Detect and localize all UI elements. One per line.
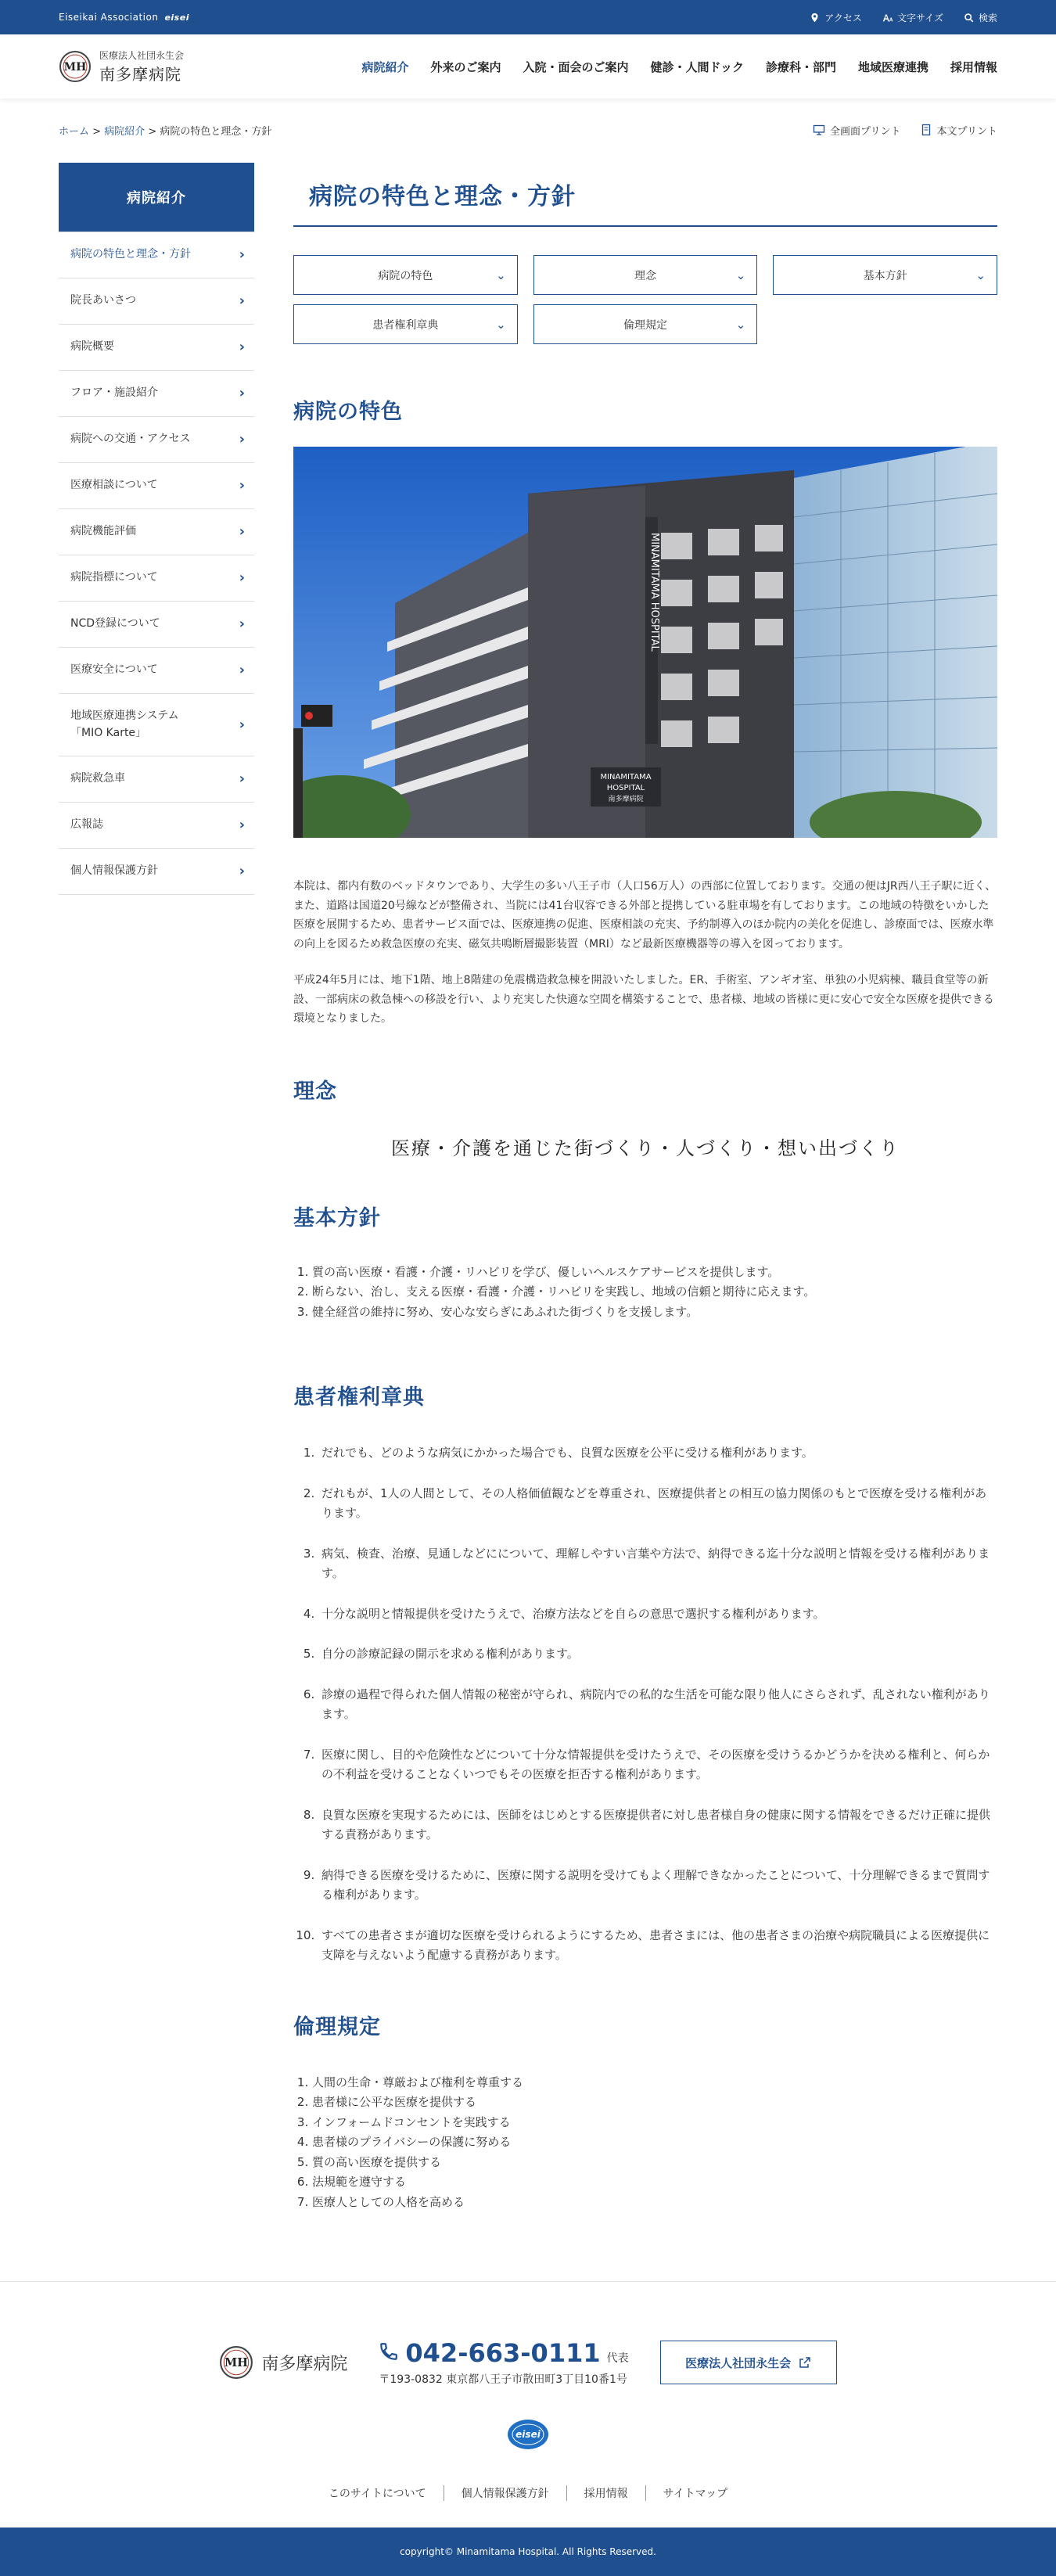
global-nav: [362, 54, 998, 80]
sidebar-item-ncd[interactable]: [59, 601, 254, 647]
list-item: 3. 健全経営の維持に努め、安心な安らぎにあふれた街づくりを支援します。: [312, 1302, 997, 1323]
eisei-small-logo: eisei: [164, 12, 189, 23]
footer-logo-initials: MH: [224, 2356, 249, 2370]
list-item: 8. 良質な医療を実現するためには、医師をはじめとする医療提供者に対し患者様自身の健康に関する情報をできるだけ正確に提供する責務があります。: [318, 1805, 997, 1845]
chevron-down-icon: ⌄: [735, 268, 746, 282]
list-item: 3. 病気、検査、治療、見通しなどにについて、理解しやすい言葉や方法で、納得できる迄十分な説明と情報を受ける権利があります。: [318, 1544, 997, 1584]
hospital-name: 南多摩病院: [99, 65, 181, 84]
print-body-button[interactable]: [920, 123, 997, 138]
nav-about[interactable]: 病院紹介: [361, 59, 409, 74]
list-item: 9. 納得できる医療を受けるために、医療に関する説明を受けてもよく理解できなかったことについて、十分理解できるまで質問する権利があります。: [318, 1866, 997, 1906]
chevron-down-icon: ⌄: [496, 268, 506, 282]
chevron-right-icon: ›: [239, 771, 245, 788]
breadcrumb: [59, 123, 271, 138]
nav-community[interactable]: 地域医療連携: [857, 59, 928, 74]
footer-link-privacy[interactable]: 個人情報保護方針: [444, 2485, 566, 2501]
chevron-right-icon: ›: [239, 385, 245, 402]
anchor-links: [293, 255, 997, 344]
footer-logo[interactable]: [219, 2345, 347, 2380]
top-utility-bar: [0, 0, 1056, 34]
anchor-features[interactable]: [293, 255, 518, 295]
nav-inpatient[interactable]: 入院・面会のご案内: [523, 59, 629, 74]
site-footer: [0, 2281, 1056, 2576]
list-item: 4. 患者様のプライバシーの保護に努める: [312, 2132, 997, 2153]
eisei-logo-icon: [506, 2418, 550, 2451]
policy-title: 基本方針: [293, 1205, 381, 1231]
anchor-philosophy[interactable]: [533, 255, 758, 295]
sidebar-item-floor[interactable]: [59, 370, 254, 416]
sidebar-item-ambulance[interactable]: [59, 756, 254, 802]
sidebar-item-access[interactable]: [59, 416, 254, 462]
list-item: 7. 医療人としての人格を高める: [312, 2193, 997, 2213]
anchor-label: 患者権利章典: [372, 318, 439, 332]
anchor-policy[interactable]: [773, 255, 997, 295]
chevron-right-icon: ›: [239, 431, 245, 448]
chevron-right-icon: ›: [239, 863, 245, 880]
list-item: 5. 自分の診療記録の開示を求める権利があります。: [318, 1644, 997, 1665]
footer-hospital-name: 南多摩病院: [261, 2354, 348, 2374]
sidebar-item-label: 院長あいさつ: [70, 294, 136, 307]
policy-list: [293, 1263, 997, 1323]
footer-links: [0, 2485, 1056, 2501]
chevron-down-icon: ⌄: [975, 268, 986, 282]
rights-title: 患者権利章典: [293, 1385, 425, 1410]
sidebar-item-magazine[interactable]: [59, 802, 254, 848]
list-item: 10. すべての患者さまが適切な医療を受けられるようにするため、患者さまには、他の患者さまの治療や病院職員による医療提供に支障を与えないよう配慮する責務があります。: [318, 1926, 997, 1966]
print-full-label: 全画面プリント: [830, 125, 901, 138]
nav-recruit[interactable]: 採用情報: [950, 59, 997, 74]
sidebar-item-label: 広報誌: [70, 818, 103, 832]
anchor-label: 理念: [634, 269, 656, 282]
sidebar-item-label: 病院の特色と理念・方針: [70, 248, 191, 261]
hospital-logo-icon: [219, 2345, 253, 2380]
building-sign-line3: 南多摩病院: [608, 796, 644, 803]
list-item: 1. 質の高い医療・看護・介護・リハビリを学び、優しいヘルスケアサービスを提供します。: [312, 1263, 997, 1283]
sidebar-heading: 病院紹介: [59, 163, 254, 232]
chevron-right-icon: ›: [239, 616, 245, 633]
text-size-link[interactable]: [882, 11, 943, 24]
anchor-label: 病院の特色: [378, 269, 433, 282]
hospital-building-photo: [293, 447, 997, 838]
sidebar-item-label: 病院への交通・アクセス: [70, 433, 191, 446]
logo-initials: MH: [63, 61, 87, 74]
copyright: copyright© Minamitama Hospital. All Rights Reserved.: [0, 2527, 1056, 2576]
list-item: 4. 十分な説明と情報提供を受けたうえで、治療方法などを自らの意思で選択する権利があります。: [318, 1604, 997, 1625]
sidebar-item-label: [70, 708, 179, 742]
list-item: 2. 患者様に公平な医療を提供する: [312, 2093, 997, 2113]
breadcrumb-home[interactable]: ホーム: [59, 125, 90, 138]
association-label: [59, 12, 189, 23]
sidebar-item-label-line1: 地域医療連携システム: [70, 709, 179, 722]
main-content: [293, 163, 997, 2212]
sidebar-item-features[interactable]: [59, 232, 254, 278]
sidebar-item-label: 医療安全について: [70, 663, 158, 677]
list-item: 1. だれでも、どのような病気にかかった場合でも、良質な医療を公平に受ける権利があります。: [318, 1443, 997, 1464]
sidebar-item-evaluation[interactable]: [59, 508, 254, 555]
list-item: 6. 法規範を遵守する: [312, 2172, 997, 2193]
sidebar-item-label: 病院救急車: [70, 772, 125, 785]
breadcrumb-separator: >: [148, 125, 157, 138]
list-item: 5. 質の高い医療を提供する: [312, 2153, 997, 2173]
list-item: 2. 断らない、治し、支える医療・看護・介護・リハビリを実践し、地域の信頼と期待に応えます。: [312, 1282, 997, 1302]
footer-link-recruit[interactable]: 採用情報: [566, 2485, 645, 2501]
footer-contact: [379, 2338, 628, 2387]
corp-site-label: 医療法人社団永生会: [685, 2355, 792, 2370]
eisei-logo[interactable]: [0, 2418, 1056, 2451]
chevron-right-icon: ›: [239, 662, 245, 679]
anchor-label: 基本方針: [863, 269, 907, 282]
philosophy-motto: 医療・介護を通じた街づくり・人づくり・想い出づくり: [391, 1137, 900, 1159]
features-title: 病院の特色: [293, 400, 403, 424]
breadcrumb-separator: >: [92, 125, 102, 138]
chevron-right-icon: ›: [239, 246, 245, 264]
external-link-icon: [799, 2356, 811, 2369]
sidebar-item-safety[interactable]: [59, 647, 254, 693]
list-item: 1. 人間の生命・尊厳および権利を尊重する: [312, 2073, 997, 2093]
features-paragraph-1: 本院は、都内有数のベッドタウンであり、大学生の多い八王子市（人口56万人）の西部に位置しております。交通の便はJR西八王子駅に近く、また、道路は国道20号線などが整備され、当院には41台収容できる外部と提携している駐車場を有しております。この地域の特徴をいかした医療を展開するため、患者サービス面では、医療連携の促進、医療相談の充実、予約制導入のほか院内の美化を促進し、診療面では、医療水準の向上を図るため救急医療の充実、磁気共鳴断層撮影装置（MRI）など最新医療機器等の導入を図っております。: [293, 880, 997, 950]
document-print-icon: [920, 124, 932, 136]
chevron-down-icon: ⌄: [496, 317, 506, 332]
sidebar-item-consultation[interactable]: [59, 462, 254, 508]
footer-link-sitemap[interactable]: サイトマップ: [645, 2485, 745, 2501]
sidebar-item-label: 病院概要: [70, 340, 114, 354]
print-body-label: 本文プリント: [936, 125, 997, 138]
access-link[interactable]: [810, 11, 862, 24]
sidebar-item-privacy[interactable]: [59, 848, 254, 894]
chevron-right-icon: ›: [239, 339, 245, 356]
chevron-down-icon: ⌄: [735, 317, 746, 332]
sidebar-item-greeting[interactable]: [59, 278, 254, 324]
location-pin-icon: [810, 13, 820, 23]
sidebar-item-overview[interactable]: [59, 324, 254, 370]
phone-icon: [379, 2341, 399, 2362]
breadcrumb-parent[interactable]: 病院紹介: [104, 125, 145, 138]
philosophy-title: 理念: [293, 1079, 337, 1104]
sidebar-item-label: NCD登録について: [70, 617, 160, 631]
chevron-right-icon: ›: [239, 523, 245, 541]
chevron-right-icon: ›: [239, 817, 245, 834]
search-icon: [964, 13, 974, 23]
sidebar-item-mio-karte[interactable]: [59, 693, 254, 756]
corp-site-button[interactable]: [660, 2341, 837, 2384]
breadcrumb-current: 病院の特色と理念・方針: [160, 125, 272, 138]
nav-departments[interactable]: 診療科・部門: [765, 59, 836, 74]
sidebar-item-label: 病院機能評価: [70, 525, 136, 538]
rights-list: [293, 1443, 997, 1966]
anchor-rights[interactable]: [293, 304, 518, 344]
building-sign-line2: HOSPITAL: [606, 784, 645, 792]
building-sign-line1: MINAMITAMA: [600, 773, 652, 781]
site-logo[interactable]: [59, 49, 184, 84]
chevron-right-icon: ›: [239, 477, 245, 494]
sidebar-item-label-line2: 「MIO Karte」: [70, 726, 147, 739]
print-full-button[interactable]: [813, 123, 900, 138]
footer-address: 〒193-0832 東京都八王子市散田町3丁目10番1号: [379, 2373, 627, 2386]
ethics-list: [293, 2073, 997, 2213]
page-title: 病院の特色と理念・方針: [293, 163, 997, 227]
hospital-logo-icon: [59, 50, 92, 83]
anchor-ethics[interactable]: [533, 304, 758, 344]
search-label: 検索: [978, 12, 997, 23]
chevron-right-icon: ›: [239, 569, 245, 587]
list-item: 7. 医療に関し、目的や危険性などについて十分な情報提供を受けたうえで、その医療を受けうるかどうかを決める権利と、何らかの不利益を受けることなくいつでもその医療を拒否する権利があります。: [318, 1745, 997, 1785]
list-item: 6. 診療の過程で得られた個人情報の秘密が守られ、病院内での私的な生活を可能な限り他人にさらされず、乱されない権利があります。: [318, 1685, 997, 1725]
sidebar-item-label: フロア・施設紹介: [70, 386, 158, 400]
chevron-right-icon: ›: [239, 293, 245, 310]
chevron-right-icon: ›: [239, 716, 245, 733]
sidebar-item-indicators[interactable]: [59, 555, 254, 601]
sidebar: [59, 163, 254, 2212]
corp-name: 医療法人社団永生会: [99, 50, 185, 61]
footer-tel-suffix: 代表: [606, 2352, 629, 2365]
nav-checkup[interactable]: 健診・人間ドック: [650, 59, 744, 74]
footer-link-about-site[interactable]: このサイトについて: [328, 2488, 426, 2500]
monitor-print-icon: [813, 124, 825, 136]
ethics-title: 倫理規定: [293, 2014, 381, 2039]
sidebar-item-label: 個人情報保護方針: [70, 864, 158, 878]
search-link[interactable]: [964, 11, 997, 24]
text-size-icon: [882, 13, 893, 23]
breadcrumb-row: [0, 122, 1056, 138]
list-item: 2. だれもが、1人の人間として、その人格価値観などを尊重され、医療提供者との相互の協力関係のもとで医療を受ける権利があります。: [318, 1484, 997, 1524]
footer-tel[interactable]: 042-663-0111: [405, 2338, 601, 2368]
building-vertical-sign: MINAMITAMA HOSPITAL: [648, 533, 660, 652]
association-name: Eiseikai Association: [59, 12, 159, 23]
site-header: [0, 34, 1056, 99]
list-item: 3. インフォームドコンセントを実践する: [312, 2113, 997, 2133]
anchor-label: 倫理規定: [623, 318, 667, 332]
nav-outpatient[interactable]: 外来のご案内: [430, 59, 501, 74]
eisei-logo-text: eisei: [515, 2429, 541, 2440]
sidebar-item-label: 病院指標について: [70, 571, 158, 584]
text-size-label: 文字サイズ: [896, 12, 943, 23]
features-paragraph-2: 平成24年5月には、地下1階、地上8階建の免震構造救急棟を開設いたしました。ER、手術室、アンギオ室、単独の小児病棟、職員食堂等の新設、一部病床の救急棟への移設を行い、より充実した快適な空間を構築することで、患者様、地域の皆様に更に安心で安全な医療を提供できる環境となりました。: [293, 974, 994, 1025]
sidebar-item-label: 医療相談について: [70, 479, 158, 492]
access-label: アクセス: [824, 12, 862, 23]
